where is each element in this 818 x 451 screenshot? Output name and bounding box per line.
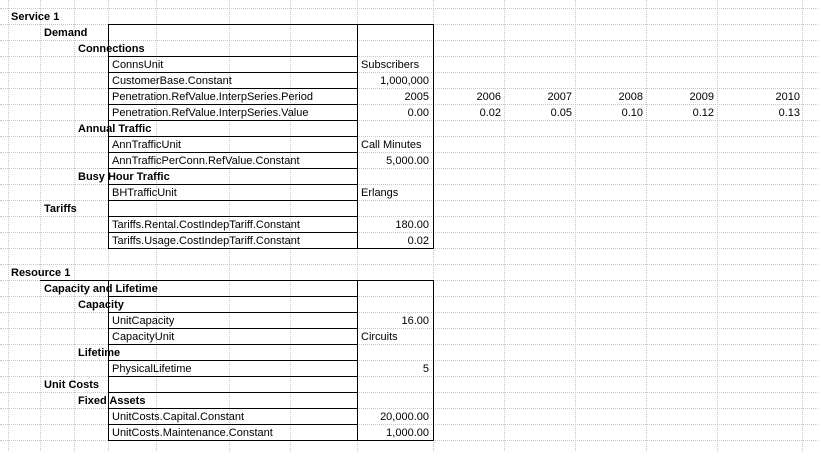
param-value[interactable]: Call Minutes — [361, 139, 422, 151]
param-label[interactable]: Tariffs.Rental.CostIndepTariff.Constant — [112, 219, 300, 231]
param-value[interactable]: 1,000,000 — [380, 75, 429, 87]
value-cell[interactable]: 0.05 — [550, 107, 572, 119]
param-label[interactable]: Penetration.RefValue.InterpSeries.Value — [112, 107, 309, 119]
period-cell[interactable]: 2007 — [547, 91, 572, 103]
param-label[interactable]: PhysicalLifetime — [112, 363, 192, 375]
heading-fixed-assets[interactable]: Fixed Assets — [78, 395, 146, 407]
param-value[interactable]: 2005 — [404, 91, 429, 103]
block-border — [108, 24, 434, 25]
param-value[interactable]: 20,000.00 — [380, 411, 429, 423]
gridline — [646, 0, 647, 451]
param-value[interactable]: Erlangs — [361, 187, 399, 199]
param-label[interactable]: BHTrafficUnit — [112, 187, 177, 199]
gridline — [575, 0, 576, 451]
param-value[interactable]: 0.02 — [407, 235, 429, 247]
period-cell[interactable]: 2008 — [618, 91, 643, 103]
gridline — [0, 8, 818, 9]
value-cell[interactable]: 0.10 — [621, 107, 643, 119]
heading-tariffs[interactable]: Tariffs — [44, 203, 77, 215]
param-value[interactable]: 180.00 — [395, 219, 429, 231]
param-label[interactable]: AnnTrafficUnit — [112, 139, 182, 151]
heading-capacity-lifetime[interactable]: Capacity and Lifetime — [44, 283, 158, 295]
gridline — [504, 0, 505, 451]
param-value[interactable]: 5,000.00 — [386, 155, 429, 167]
param-label[interactable]: CustomerBase.Constant — [112, 75, 232, 87]
heading-capacity[interactable]: Capacity — [78, 299, 124, 311]
param-label[interactable]: ConnsUnit — [112, 59, 164, 71]
gridline — [717, 0, 718, 451]
gridline — [802, 0, 803, 451]
param-value[interactable]: 5 — [422, 363, 429, 375]
heading-connections[interactable]: Connections — [78, 43, 145, 55]
section-title-resource[interactable]: Resource 1 — [11, 267, 71, 279]
period-cell[interactable]: 2009 — [689, 91, 714, 103]
param-label[interactable]: UnitCosts.Capital.Constant — [112, 411, 245, 423]
period-cell[interactable]: 2006 — [476, 91, 501, 103]
param-value[interactable]: 0.00 — [407, 107, 429, 119]
heading-lifetime[interactable]: Lifetime — [78, 347, 121, 359]
heading-demand[interactable]: Demand — [44, 27, 88, 39]
value-cell[interactable]: 0.02 — [479, 107, 501, 119]
param-label[interactable]: CapacityUnit — [112, 331, 175, 343]
param-value[interactable]: Subscribers — [361, 59, 420, 71]
heading-unit-costs[interactable]: Unit Costs — [44, 379, 99, 391]
param-value[interactable]: 1,000.00 — [386, 427, 429, 439]
param-label[interactable]: AnnTrafficPerConn.RefValue.Constant — [112, 155, 300, 167]
value-cell[interactable]: 0.12 — [692, 107, 714, 119]
param-value[interactable]: 16.00 — [401, 315, 429, 327]
param-label[interactable]: UnitCapacity — [112, 315, 175, 327]
section-title-service[interactable]: Service 1 — [11, 11, 60, 23]
param-label[interactable]: Tariffs.Usage.CostIndepTariff.Constant — [112, 235, 300, 247]
value-cell[interactable]: 0.13 — [778, 107, 800, 119]
param-label[interactable]: Penetration.RefValue.InterpSeries.Period — [112, 91, 313, 103]
block-border — [433, 280, 434, 441]
heading-annual-traffic[interactable]: Annual Traffic — [78, 123, 152, 135]
gridline — [8, 0, 9, 451]
period-cell[interactable]: 2010 — [775, 91, 800, 103]
gridline — [40, 0, 41, 451]
param-label[interactable]: UnitCosts.Maintenance.Constant — [112, 427, 273, 439]
block-border — [433, 24, 434, 249]
gridline — [0, 264, 818, 265]
param-value[interactable]: Circuits — [361, 331, 398, 343]
heading-busy-hour[interactable]: Busy Hour Traffic — [78, 171, 170, 183]
cell-border — [108, 392, 358, 393]
